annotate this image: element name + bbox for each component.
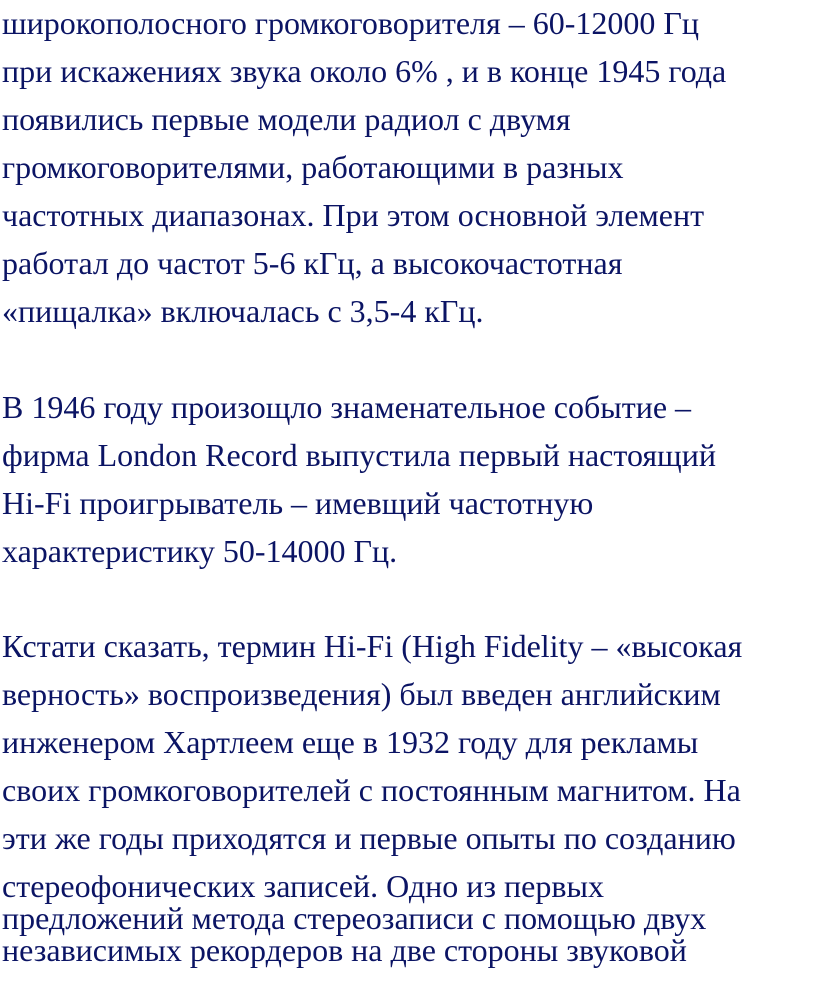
text-line: стереофонических записей. Одно из первых — [2, 868, 604, 904]
text-line: инженером Хартлеем еще в 1932 году для рекламы — [2, 724, 699, 760]
text-line: фирма London Record выпустила первый настоящий — [2, 437, 716, 473]
text-line: верность» воспроизведения) был введен английским — [2, 676, 721, 712]
text-line: характеристику 50-14000 Гц. — [2, 533, 398, 569]
text-line: работал до частот 5-6 кГц, а высокочастотная — [2, 245, 623, 281]
text-line: независимых рекордеров на две стороны звуковой — [2, 932, 687, 968]
text-line: эти же годы приходятся и первые опыты по созданию — [2, 820, 736, 856]
text-line: при искажениях звука около 6% , и в конце 1945 года — [2, 53, 727, 89]
text-line: своих громкоговорителей с постоянным магнитом. На — [2, 772, 741, 808]
text-line: широкополосного громкоговорителя – 60-12000 Гц — [2, 5, 699, 41]
text-line: громкоговорителями, работающими в разных — [2, 149, 624, 185]
text-line: Кстати сказать, термин Hi-Fi (High Fidelity – «высокая — [2, 628, 743, 664]
text-line: предложений метода стереозаписи с помощью двух — [2, 900, 707, 936]
text-line: частотных диапазонах. При этом основной элемент — [2, 197, 705, 233]
text-line: В 1946 году произощло знаменательное событие – — [2, 389, 692, 425]
text-line: Hi-Fi проигрыватель – имевщий частотную — [2, 485, 594, 521]
text-line: появились первые модели радиол с двумя — [2, 101, 571, 137]
text-line: «пищалка» включалась с 3,5-4 кГц. — [2, 293, 484, 329]
